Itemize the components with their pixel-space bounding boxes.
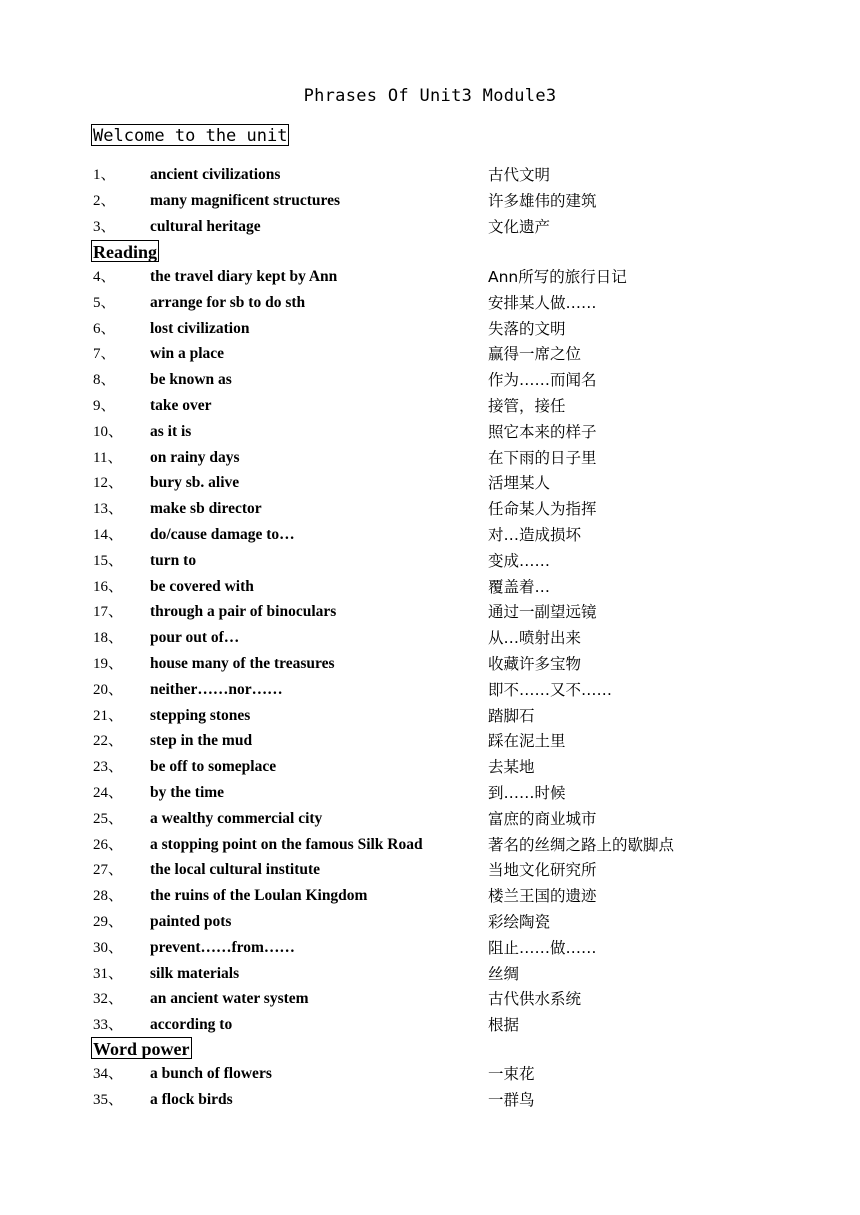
phrase-number: 30、	[93, 939, 124, 956]
phrase-chinese: 富庶的商业城市	[488, 809, 597, 828]
phrase-row	[0, 808, 860, 830]
phrase-row	[0, 705, 860, 727]
section-heading-welcome: Welcome to the unit	[93, 126, 288, 146]
phrase-row	[0, 190, 860, 212]
phrase-chinese: 踏脚石	[488, 706, 535, 725]
phrase-chinese: 阻止……做……	[488, 938, 597, 957]
phrase-chinese: 接管，接任	[488, 397, 566, 415]
phrase-chinese: 失落的文明	[488, 319, 566, 338]
phrase-row	[0, 318, 860, 340]
phrase-chinese: 古代文明	[488, 166, 551, 184]
phrase-english: be covered with	[150, 577, 254, 595]
phrase-row	[0, 395, 860, 417]
phrase-number: 17、	[93, 604, 124, 621]
phrase-row	[0, 216, 860, 238]
phrase-number: 25、	[93, 810, 124, 827]
phrase-number: 26、	[93, 836, 124, 853]
phrase-english: turn to	[150, 551, 197, 569]
phrase-chinese: 从…喷射出来	[488, 629, 582, 648]
phrase-english: stepping stones	[150, 706, 251, 724]
phrase-number: 4、	[93, 269, 116, 285]
phrase-chinese: 即不……又不……	[488, 680, 613, 699]
phrase-row	[0, 679, 860, 701]
phrase-number: 35、	[93, 1091, 124, 1108]
phrase-english: a flock birds	[150, 1090, 233, 1108]
phrase-english: the local cultural institute	[150, 861, 321, 879]
phrase-chinese: 在下雨的日子里	[488, 448, 597, 467]
phrase-english: by the time	[150, 784, 225, 801]
phrase-number: 8、	[93, 372, 116, 389]
phrase-row	[0, 937, 860, 959]
phrase-english: as it is	[150, 422, 192, 440]
phrase-english: do/cause damage to…	[150, 526, 295, 543]
phrase-row	[0, 343, 860, 365]
phrase-chinese: 对…造成损坏	[488, 526, 582, 544]
phrase-row	[0, 498, 860, 520]
phrase-english: win a place	[150, 345, 225, 363]
phrase-number: 19、	[93, 656, 124, 672]
phrase-chinese: 著名的丝绸之路上的歇脚点	[488, 835, 675, 854]
phrase-english: step in the mud	[150, 732, 253, 750]
phrase-number: 15、	[93, 552, 124, 569]
phrase-chinese: 通过一副望远镜	[488, 603, 597, 622]
phrase-number: 27、	[93, 862, 124, 879]
phrase-english: bury sb. alive	[150, 474, 240, 492]
phrase-chinese: 许多雄伟的建筑	[488, 191, 597, 210]
phrase-chinese: 根据	[488, 1016, 520, 1035]
phrase-number: 24、	[93, 785, 124, 801]
phrase-chinese: 一群鸟	[488, 1090, 535, 1109]
phrase-row	[0, 834, 860, 856]
phrase-row	[0, 472, 860, 494]
phrase-number: 7、	[93, 346, 116, 363]
phrase-row	[0, 292, 860, 314]
phrase-number: 11、	[93, 449, 123, 466]
phrase-row	[0, 859, 860, 881]
phrase-number: 34、	[93, 1066, 124, 1082]
phrase-english: a wealthy commercial city	[150, 809, 323, 827]
phrase-row	[0, 911, 860, 933]
phrase-english: take over	[150, 397, 212, 414]
phrase-row	[0, 369, 860, 391]
phrase-row	[0, 885, 860, 907]
phrase-chinese: 丝绸	[488, 964, 520, 983]
phrase-english: neither……nor……	[150, 680, 283, 698]
phrase-row	[0, 653, 860, 675]
phrase-english: an ancient water system	[150, 990, 309, 1008]
phrase-row	[0, 988, 860, 1010]
phrase-chinese: 覆盖着…	[488, 577, 551, 596]
phrase-english: the travel diary kept by Ann	[150, 268, 338, 285]
phrase-number: 9、	[93, 398, 116, 414]
page-title: Phrases Of Unit3 Module3	[303, 86, 557, 106]
section-heading-reading: Reading	[93, 242, 158, 262]
phrase-english: the ruins of the Loulan Kingdom	[150, 887, 368, 905]
phrase-chinese: 楼兰王国的遗迹	[488, 887, 597, 906]
phrase-chinese: 踩在泥土里	[488, 732, 566, 751]
phrase-chinese: 活埋某人	[488, 474, 551, 493]
phrase-english: on rainy days	[150, 448, 240, 466]
phrase-chinese: 收藏许多宝物	[488, 655, 582, 673]
phrase-number: 31、	[93, 965, 124, 982]
phrase-row	[0, 421, 860, 443]
phrase-row	[0, 730, 860, 752]
phrase-chinese: 赢得一席之位	[488, 345, 582, 364]
phrase-number: 32、	[93, 991, 124, 1008]
phrase-number: 29、	[93, 914, 124, 930]
phrase-english: ancient civilizations	[150, 166, 281, 183]
phrase-number: 21、	[93, 707, 124, 724]
phrase-number: 16、	[93, 578, 124, 595]
phrase-row	[0, 576, 860, 598]
phrase-number: 20、	[93, 681, 124, 698]
phrase-chinese: 安排某人做……	[488, 293, 597, 312]
phrase-number: 6、	[93, 320, 116, 337]
phrase-english: be known as	[150, 371, 232, 389]
phrase-number: 18、	[93, 630, 124, 647]
phrase-row	[0, 756, 860, 778]
phrase-english: pour out of…	[150, 629, 240, 647]
phrase-number: 14、	[93, 527, 124, 543]
phrase-chinese: 作为……而闻名	[488, 371, 597, 390]
phrase-row	[0, 447, 860, 469]
section-heading-word-power: Word power	[93, 1039, 190, 1059]
phrase-chinese: 古代供水系统	[488, 990, 582, 1009]
phrase-english: according to	[150, 1016, 233, 1034]
phrase-number: 33、	[93, 1017, 124, 1034]
phrase-english: house many of the treasures	[150, 655, 335, 672]
phrase-row	[0, 627, 860, 649]
phrase-row	[0, 963, 860, 985]
phrase-chinese: 变成……	[488, 551, 551, 570]
phrase-chinese: Ann所写的旅行日记	[488, 268, 627, 286]
phrase-english: through a pair of binoculars	[150, 603, 337, 621]
phrase-number: 12、	[93, 475, 124, 492]
phrase-chinese: 去某地	[488, 758, 535, 777]
phrase-number: 2、	[93, 192, 116, 209]
phrase-chinese: 彩绘陶瓷	[488, 913, 551, 931]
phrase-number: 22、	[93, 733, 124, 750]
phrase-row	[0, 1014, 860, 1036]
phrase-row	[0, 782, 860, 804]
phrase-chinese: 文化遗产	[488, 217, 551, 236]
phrase-row	[0, 266, 860, 288]
phrase-number: 13、	[93, 501, 124, 518]
phrase-english: lost civilization	[150, 319, 250, 337]
phrase-row	[0, 1089, 860, 1111]
phrase-row	[0, 524, 860, 546]
phrase-english: cultural heritage	[150, 217, 261, 235]
phrase-english: make sb director	[150, 500, 262, 518]
phrase-english: silk materials	[150, 964, 240, 982]
phrase-chinese: 照它本来的样子	[488, 422, 597, 441]
phrase-number: 1、	[93, 167, 116, 183]
phrase-english: a bunch of flowers	[150, 1065, 272, 1082]
phrase-english: prevent……from……	[150, 938, 295, 956]
phrase-chinese: 一束花	[488, 1065, 535, 1083]
phrase-number: 28、	[93, 888, 124, 905]
phrase-english: arrange for sb to do sth	[150, 293, 306, 311]
phrase-number: 10、	[93, 423, 124, 440]
phrase-chinese: 任命某人为指挥	[488, 500, 597, 519]
phrase-row	[0, 550, 860, 572]
phrase-english: be off to someplace	[150, 758, 277, 776]
phrase-chinese: 到……时候	[488, 784, 566, 802]
phrase-number: 3、	[93, 218, 116, 235]
phrase-row	[0, 601, 860, 623]
phrase-number: 5、	[93, 294, 116, 311]
phrase-row	[0, 1063, 860, 1085]
phrase-chinese: 当地文化研究所	[488, 861, 597, 880]
phrase-number: 23、	[93, 759, 124, 776]
phrase-english: a stopping point on the famous Silk Road	[150, 835, 423, 853]
phrase-english: painted pots	[150, 913, 232, 930]
phrase-row	[0, 164, 860, 186]
phrase-english: many magnificent structures	[150, 191, 340, 209]
